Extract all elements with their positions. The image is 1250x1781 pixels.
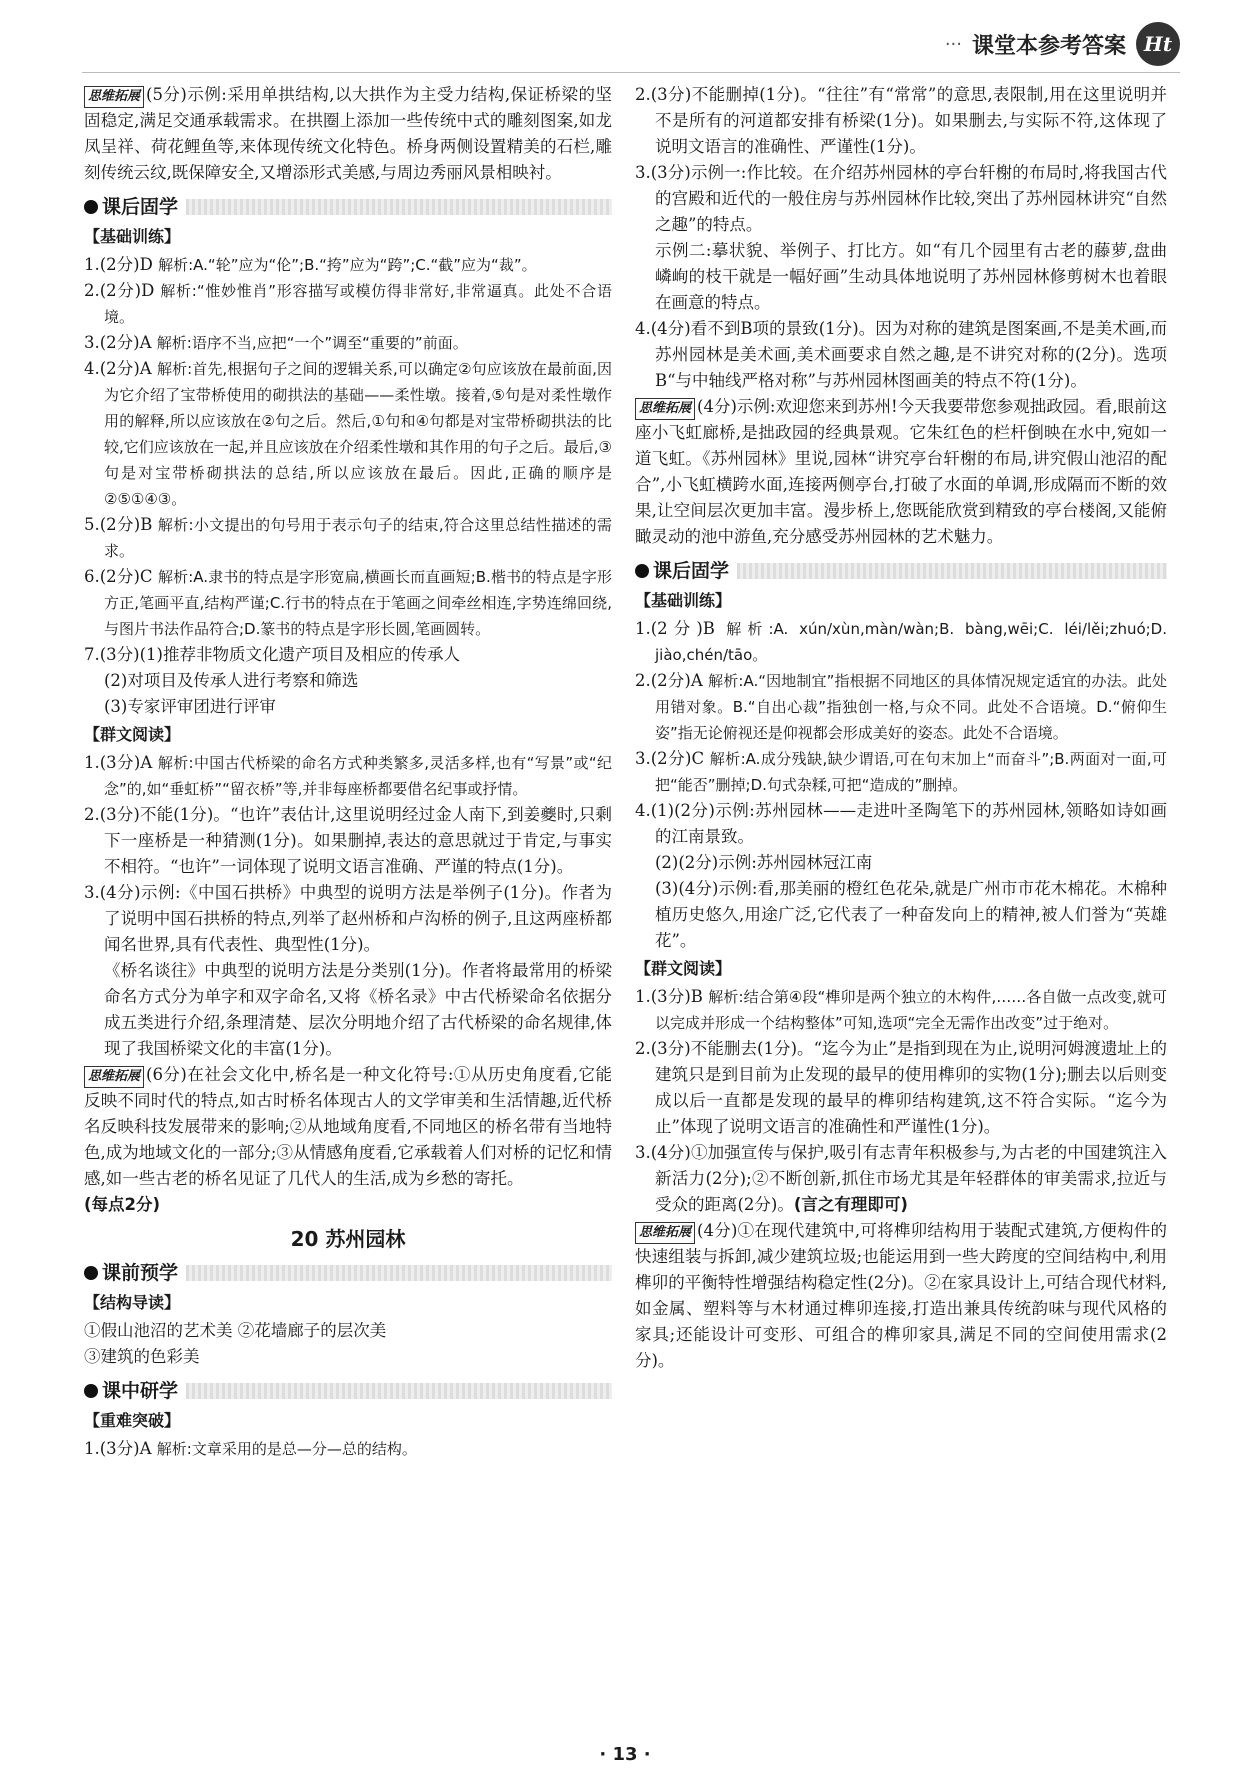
answer-item: 4.(1)(2分)示例:苏州园林——走进叶圣陶笔下的苏州园林,领略如诗如画的江南景致。 bbox=[635, 801, 1167, 846]
subheading: 【重难突破】 bbox=[84, 1411, 181, 1430]
section-title: 课前预学 bbox=[102, 1262, 179, 1284]
section-heading bbox=[635, 556, 1167, 586]
answer-text: (6分)在社会文化中,桥名是一种文化符号:①从历史角度看,它能反映不同时代的特点,如古时桥名体现古人的文学审美和生活情趣,近代桥名反映科技发展带来的影响;②从地域角度看,不同地区的桥名带有当地特色,成为地域文化的一部分;③从情感角度看,它承载着人们对桥的记忆和情感,如一些古老的桥名见证了几代人的生活,成为乡愁的寄托。 bbox=[84, 1065, 612, 1188]
analysis-text: 解析:A.成分残缺,缺少谓语,可在句末加上“而奋斗”;B.两面对一面,可把“能否”删掉;D.句式杂糅,可把“造成的”删掉。 bbox=[655, 750, 1168, 794]
header-dots: ··· bbox=[944, 33, 962, 55]
analysis-text: 解析:A. xún/xùn,màn/wàn;B. bàng,wēi;C. léi/lěi;zhuó;D. jiào,chén/tāo。 bbox=[655, 620, 1168, 664]
answer-line: (3)专家评审团进行评审 bbox=[104, 697, 276, 716]
answer-line: 《桥名谈往》中典型的说明方法是分类别(1分)。作者将最常用的桥梁命名方式分为单字和双字命名,又将《桥名录》中古代桥梁命名依据分成五类进行介绍,条理清楚、层次分明地介绍了古代桥梁的命名规律,体现了我国桥梁文化的丰富(1分)。 bbox=[104, 961, 612, 1058]
answer-item: 7.(3分)(1)推荐非物质文化遗产项目及相应的传承人 bbox=[84, 645, 460, 664]
bullet-icon bbox=[84, 1266, 98, 1280]
answer-key: 2.(2分)D bbox=[84, 281, 155, 300]
answer-item bbox=[84, 512, 612, 564]
answer-item: 2.(3分)不能(1分)。“也许”表估计,这里说明经过金人南下,到姜夔时,只剩下一座桥是一种猜测(1分)。如果删掉,表达的意思就过于肯定,与事实不相符。“也许”一词体现了说明文语言准确、严谨的特点(1分)。 bbox=[84, 805, 612, 876]
answer-item bbox=[635, 984, 1167, 1036]
publisher-logo: Ht bbox=[1136, 22, 1180, 66]
answer-item: 3.(3分)示例一:作比较。在介绍苏州园林的亭台轩榭的布局时,将我国古代的宫殿和近代的一般住房与苏州园林作比较,突出了苏州园林讲究“自然之趣”的特点。 bbox=[635, 163, 1167, 234]
answer-key: 4.(2分)A bbox=[84, 359, 152, 378]
header-divider bbox=[82, 72, 1180, 73]
answer-item bbox=[84, 330, 612, 356]
subheading: 【群文阅读】 bbox=[635, 959, 732, 978]
thinking-extension bbox=[84, 82, 612, 186]
structure-line: ①假山池沼的艺术美 ②花墙廊子的层次美 bbox=[84, 1321, 387, 1340]
answer-item bbox=[635, 668, 1167, 746]
analysis-text: 解析:A.隶书的特点是字形宽扁,横画长而直画短;B.楷书的特点是字形方正,笔画平直,结构严谨;C.行书的特点在于笔画之间牵丝相连,字势连绵回绕,与图片书法作品符合;D.篆书的特点是字形长圆,笔画圆转。 bbox=[104, 568, 613, 638]
score-note: (每点2分) bbox=[84, 1195, 161, 1214]
subheading: 【结构导读】 bbox=[84, 1293, 181, 1312]
analysis-text: 解析:语序不当,应把“一个”调至“重要的”前面。 bbox=[156, 334, 468, 352]
answer-item bbox=[84, 252, 612, 278]
bullet-icon bbox=[84, 200, 98, 214]
right-column bbox=[635, 82, 1167, 1374]
answer-text: (4分)①在现代建筑中,可将榫卯结构用于装配式建筑,方便构件的快速组装与拆卸,减少建筑垃圾;也能运用到一些大跨度的空间结构中,利用榫卯的平衡特性增强结构稳定性(2分)。②在家具设计上,可结合现代材料,如金属、塑料等与木材通过榫卯连接,打造出兼具传统韵味与现代风格的家具;还能设计可变形、可组合的榫卯家具,满足不同的空间使用需求(2分)。 bbox=[635, 1221, 1167, 1370]
answer-item bbox=[84, 750, 612, 802]
answer-key: 1.(2分)D bbox=[84, 255, 153, 274]
thinking-extension bbox=[635, 394, 1167, 550]
answer-key: 1.(3分)A bbox=[84, 1439, 152, 1458]
structure-line: ③建筑的色彩美 bbox=[84, 1347, 200, 1366]
section-heading bbox=[84, 192, 612, 222]
thinking-extension bbox=[84, 1062, 612, 1192]
analysis-text: 解析:“惟妙惟肖”形容描写或模仿得非常好,非常逼真。此处不合语境。 bbox=[104, 282, 612, 326]
answer-item bbox=[84, 356, 612, 512]
bullet-icon bbox=[635, 564, 649, 578]
answer-line: (3)(4分)示例:看,那美丽的橙红色花朵,就是广州市市花木棉花。木棉种植历史悠久,用途广泛,它代表了一种奋发向上的精神,被人们誉为“英雄花”。 bbox=[655, 879, 1167, 950]
lesson-title: 20 苏州园林 bbox=[290, 1227, 406, 1251]
answer-item bbox=[84, 1436, 612, 1462]
header-title: 课堂本参考答案 bbox=[971, 33, 1126, 59]
section-title: 课后固学 bbox=[653, 560, 730, 582]
section-bar bbox=[186, 1383, 612, 1399]
page-number: · 13 · bbox=[599, 1744, 651, 1765]
thinking-tag: 思维拓展 bbox=[635, 398, 695, 420]
answer-item: 4.(4分)看不到B项的景致(1分)。因为对称的建筑是图案画,不是美术画,而苏州园林是美术画,美术画要求自然之趣,是不讲究对称的(2分)。选项B“与中轴线严格对称”与苏州园林图画美的特点不符(1分)。 bbox=[635, 319, 1167, 390]
answer-item bbox=[635, 1140, 1167, 1218]
answer-key: 6.(2分)C bbox=[84, 567, 153, 586]
thinking-tag: 思维拓展 bbox=[635, 1222, 695, 1244]
section-title: 课后固学 bbox=[102, 196, 179, 218]
answer-key: 1.(3分)A bbox=[84, 753, 153, 772]
analysis-text: 解析:A.“轮”应为“伦”;B.“挎”应为“跨”;C.“截”应为“裁”。 bbox=[158, 256, 537, 274]
answer-line: (2)(2分)示例:苏州园林冠江南 bbox=[655, 853, 873, 872]
answer-line: 示例二:摹状貌、举例子、打比方。如“有几个园里有古老的藤萝,盘曲嶙峋的枝干就是一幅好画”生动具体地说明了苏州园林修剪树木也着眼在画意的特点。 bbox=[655, 241, 1167, 312]
analysis-text: 解析:文章采用的是总—分—总的结构。 bbox=[156, 1440, 417, 1458]
subheading: 【群文阅读】 bbox=[84, 725, 181, 744]
answer-item bbox=[84, 564, 612, 642]
answer-line: (2)对项目及传承人进行考察和筛选 bbox=[104, 671, 359, 690]
answer-text: (5分)示例:采用单拱结构,以大拱作为主受力结构,保证桥梁的坚固稳定,满足交通承载需求。在拱圈上添加一些传统中式的雕刻图案,如龙凤呈祥、荷花鲤鱼等,来体现传统文化特色。桥身两侧设置精美的石栏,雕刻传统云纹,既保障安全,又增添形式美感,与周边秀丽风景相映衬。 bbox=[84, 85, 612, 182]
analysis-text: 解析:中国古代桥梁的命名方式种类繁多,灵活多样,也有“写景”或“纪念”的,如“垂虹桥”“留衣桥”等,并非每座桥都要借名纪事或抒情。 bbox=[104, 754, 613, 798]
answer-item: 2.(3分)不能删掉(1分)。“往往”有“常常”的意思,表限制,用在这里说明并不是所有的河道都安排有桥梁(1分)。如果删去,与实际不符,这体现了说明文语言的准确性、严谨性(1分)。 bbox=[635, 85, 1167, 156]
answer-key: 1.(2分)B bbox=[635, 619, 715, 638]
subheading: 【基础训练】 bbox=[635, 591, 732, 610]
section-heading bbox=[84, 1376, 612, 1406]
section-bar bbox=[186, 199, 612, 215]
answer-item: 2.(3分)不能删去(1分)。“迄今为止”是指到现在为止,说明河姆渡遗址上的建筑只是到目前为止发现的最早的使用榫卯的实物(1分);删去以后则变成以后一直都是发现的最早的榫卯结构建筑,这不符合实际。“迄今为止”体现了说明文语言的准确性和严谨性(1分)。 bbox=[635, 1039, 1167, 1136]
left-column bbox=[84, 82, 612, 1462]
thinking-tag: 思维拓展 bbox=[84, 1066, 144, 1088]
section-bar bbox=[737, 563, 1167, 579]
thinking-tag: 思维拓展 bbox=[84, 86, 144, 108]
page-header bbox=[945, 22, 1180, 66]
analysis-text: 解析:首先,根据句子之间的逻辑关系,可以确定②句应该放在最前面,因为它介绍了宝带桥使用的砌拱法的基础——柔性墩。接着,⑤句是对柔性墩作用的解释,所以应该放在②句之后。然后,①句和④句都是对宝带桥砌拱法的比较,它们应该放在一起,并且应该放在介绍柔性墩和其作用的句子之后。最后,③句是对宝带桥砌拱法的总结,所以应该放在最后。因此,正确的顺序是②⑤①④③。 bbox=[104, 360, 613, 508]
analysis-text: 解析:A.“因地制宜”指根据不同地区的具体情况规定适宜的办法。此处用错对象。B.“自出心裁”指独创一格,与众不同。此处不合语境。D.“俯仰生姿”指无论俯视还是仰视都会形成美好的姿态。此处不合语境。 bbox=[655, 672, 1168, 742]
bullet-icon bbox=[84, 1384, 98, 1398]
answer-item bbox=[635, 746, 1167, 798]
answer-item bbox=[84, 278, 612, 330]
answer-item: 3.(4分)示例:《中国石拱桥》中典型的说明方法是举例子(1分)。作者为了说明中国石拱桥的特点,列举了赵州桥和卢沟桥的例子,且这两座桥都闻名世界,具有代表性、典型性(1分)。 bbox=[84, 883, 612, 954]
thinking-extension bbox=[635, 1218, 1167, 1374]
answer-key: 1.(3分)B bbox=[635, 987, 703, 1006]
answer-key: 2.(2分)A bbox=[635, 671, 703, 690]
answer-item bbox=[635, 616, 1167, 668]
section-bar bbox=[186, 1265, 612, 1281]
section-title: 课中研学 bbox=[102, 1380, 179, 1402]
subheading: 【基础训练】 bbox=[84, 227, 181, 246]
answer-text: (4分)示例:欢迎您来到苏州!今天我要带您参观拙政园。看,眼前这座小飞虹廊桥,是拙政园的经典景观。它朱红色的栏杆倒映在水中,宛如一道飞虹。《苏州园林》里说,园林“讲究亭台轩榭的布局,讲究假山池沼的配合”,小飞虹横跨水面,连接两侧亭台,打破了水面的单调,形成隔而不断的效果,让空间层次更加丰富。漫步桥上,您既能欣赏到精致的亭台楼阁,又能俯瞰灵动的池中游鱼,充分感受苏州园林的艺术魅力。 bbox=[635, 397, 1167, 546]
answer-text: 3.(4分)①加强宣传与保护,吸引有志青年积极参与,为古老的中国建筑注入新活力(2分);②不断创新,抓住市场尤其是年轻群体的审美需求,拉近与受众的距离(2分)。 bbox=[635, 1143, 1167, 1214]
section-heading bbox=[84, 1258, 612, 1288]
answer-key: 3.(2分)A bbox=[84, 333, 152, 352]
answer-key: 5.(2分)B bbox=[84, 515, 153, 534]
answer-key: 3.(2分)C bbox=[635, 749, 705, 768]
analysis-text: 解析:结合第④段“榫卯是两个独立的木构件,……各自做一点改变,就可以完成并形成一个结构整体”可知,选项“完全无需作出改变”过于绝对。 bbox=[655, 988, 1167, 1032]
score-note: (言之有理即可) bbox=[793, 1195, 908, 1214]
analysis-text: 解析:小文提出的句号用于表示句子的结束,符合这里总结性描述的需求。 bbox=[104, 516, 612, 560]
